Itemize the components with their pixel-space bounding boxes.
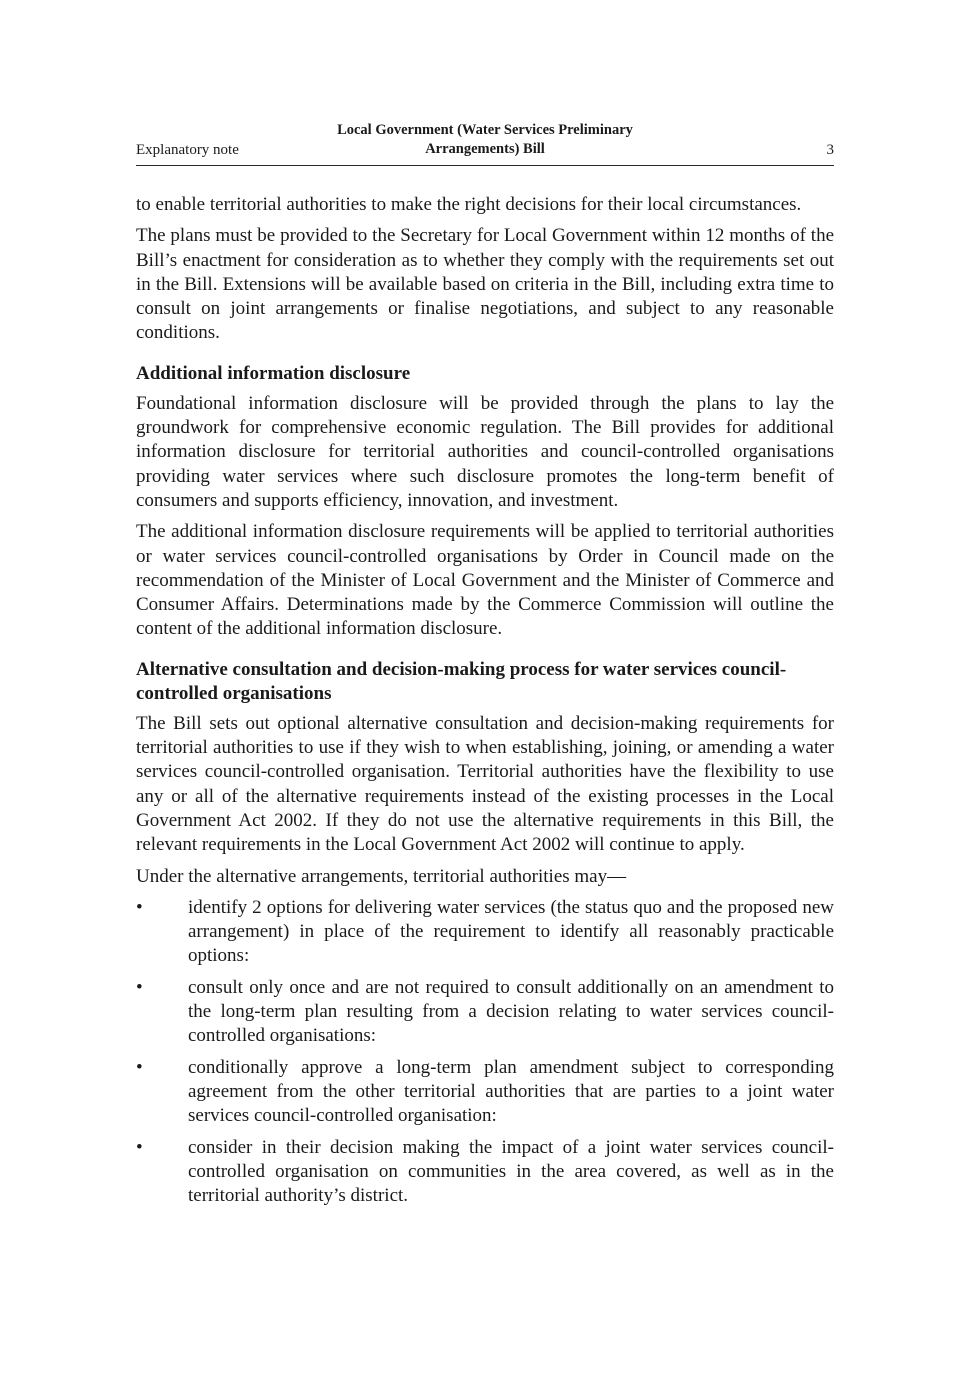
- paragraph: to enable territorial authorities to make the right decisions for their local circumstances.: [136, 194, 802, 215]
- header-title-line-2: Arrangements) Bill: [425, 141, 545, 157]
- section-heading: Alternative consultation and decision-making process for water services council-controlled organisations: [136, 658, 787, 704]
- header-section-label: Explanatory note: [136, 142, 239, 158]
- bullet-icon: •: [136, 896, 143, 918]
- list-item: [136, 1056, 834, 1129]
- header-title-line-1: Local Government (Water Services Preliminary: [337, 122, 633, 138]
- list-item-text: identify 2 options for delivering water services (the status quo and the proposed new arrangement) in place of the requirement to identify all reasonably practicable options:: [188, 896, 834, 967]
- bullet-icon: •: [136, 1136, 143, 1158]
- header-bill-title: [286, 121, 684, 159]
- list-item: [136, 976, 834, 1049]
- list-item: [136, 896, 834, 969]
- list-item: [136, 1136, 834, 1209]
- running-header: [136, 121, 834, 166]
- paragraph: The Bill sets out optional alternative consultation and decision-making requirements for territorial authorities to use if they wish to when establishing, joining, or amending a water services council-controlled organisation. Territorial authorities have the flexibility to use any or all of the alternative requirements instead of the existing processes in the Local Government Act 2002. If they do not use the alternative requirements in this Bill, the relevant requirements in the Local Government Act 2002 will continue to apply.: [136, 712, 834, 856]
- paragraph: Under the alternative arrangements, territorial authorities may—: [136, 865, 627, 887]
- section-heading: Additional information disclosure: [136, 362, 411, 384]
- list-item-text: consult only once and are not required to consult additionally on an amendment to the long-term plan resulting from a decision relating to water services council-controlled organisations:: [188, 976, 834, 1047]
- bullet-icon: •: [136, 1056, 143, 1078]
- bullet-icon: •: [136, 976, 143, 998]
- document-body: [136, 193, 834, 1215]
- list-item-text: consider in their decision making the impact of a joint water services council-controlled organisation on communities in the area covered, as well as in the territorial authority’s district.: [188, 1136, 834, 1207]
- page-number: 3: [826, 142, 834, 158]
- bullet-list: [136, 896, 834, 1209]
- paragraph: The plans must be provided to the Secretary for Local Government within 12 months of the Bill’s enactment for consideration as to whether they comply with the requirements set out in the Bill. Extensions will be available based on criteria in the Bill, including extra time to consult on joint arrangements or finalise negotiations, and subject to any reasonable conditions.: [136, 225, 834, 344]
- list-item-text: conditionally approve a long-term plan amendment subject to corresponding agreement from the other territorial authorities that are parties to a joint water services council-controlled organisation:: [188, 1056, 834, 1127]
- paragraph: Foundational information disclosure will be provided through the plans to lay the groundwork for comprehensive economic regulation. The Bill provides for additional information disclosure for territorial authorities and council-controlled organisations providing water services where such disclosure promotes the long-term benefit of consumers and supports efficiency, innovation, and investment.: [136, 392, 834, 511]
- paragraph: The additional information disclosure requirements will be applied to territorial authorities or water services council-controlled organisations by Order in Council made on the recommendation of the Minister of Local Government and the Minister of Commerce and Consumer Affairs. Determinations made by the Commerce Commission will outline the content of the additional information disclosure.: [136, 521, 834, 640]
